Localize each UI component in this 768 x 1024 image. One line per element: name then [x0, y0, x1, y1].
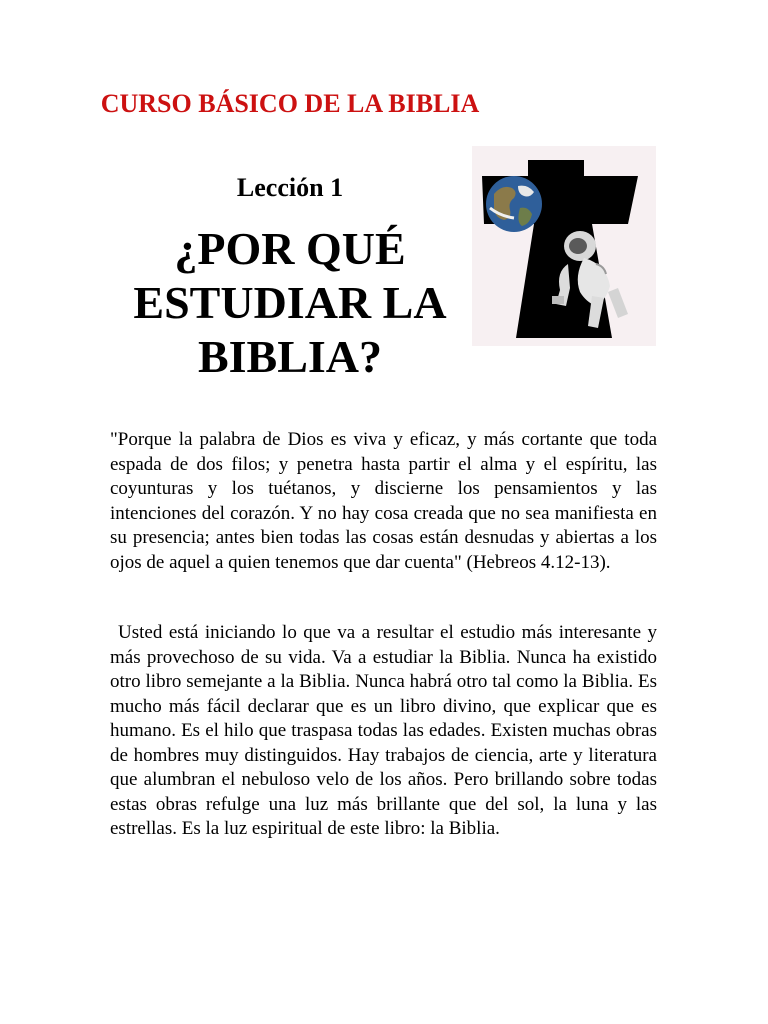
lesson-number: Lección 1: [236, 173, 344, 202]
cross-icon: [472, 146, 656, 346]
earth-icon: [486, 176, 542, 232]
page-title: ¿POR QUÉ ESTUDIAR LA BIBLIA?: [133, 223, 447, 382]
cross-astronaut-illustration: [472, 146, 656, 346]
bible-quote: "Porque la palabra de Dios es viva y eficaz, y más cortante que toda espada de dos filos; y penetra hasta partir el alma y el espíritu, las coyunturas y los tuétanos, y discierne los pensamientos y las intenciones del corazón. Y no hay cosa creada que no sea manifiesta en su presencia; antes bien todas las cosas están desnudas y abiertas a los ojos de aquel a quien tenemos que dar cuenta" (Hebreos 4.12-13).: [110, 429, 657, 573]
course-title: CURSO BÁSICO DE LA BIBLIA: [100, 89, 480, 118]
body-paragraph: Usted está iniciando lo que va a resultar el estudio más interesante y más provechoso de su vida. Va a estudiar la Biblia. Nunca ha existido otro libro semejante a la Biblia. Nunca habrá otro tal como la Biblia. Es mucho más fácil declarar que es un libro divino, que explicar que es humano. Es el hilo que traspasa todas las edades. Existen muchas obras de hombres muy distinguidos. Hay trabajos de ciencia, arte y literatura que alumbran el nebuloso velo de los años. Pero brillando sobre todas estas obras refulge una luz más brillante que del sol, la luna y las estrellas. Es la luz espiritual de este libro: la Biblia.: [110, 622, 657, 839]
